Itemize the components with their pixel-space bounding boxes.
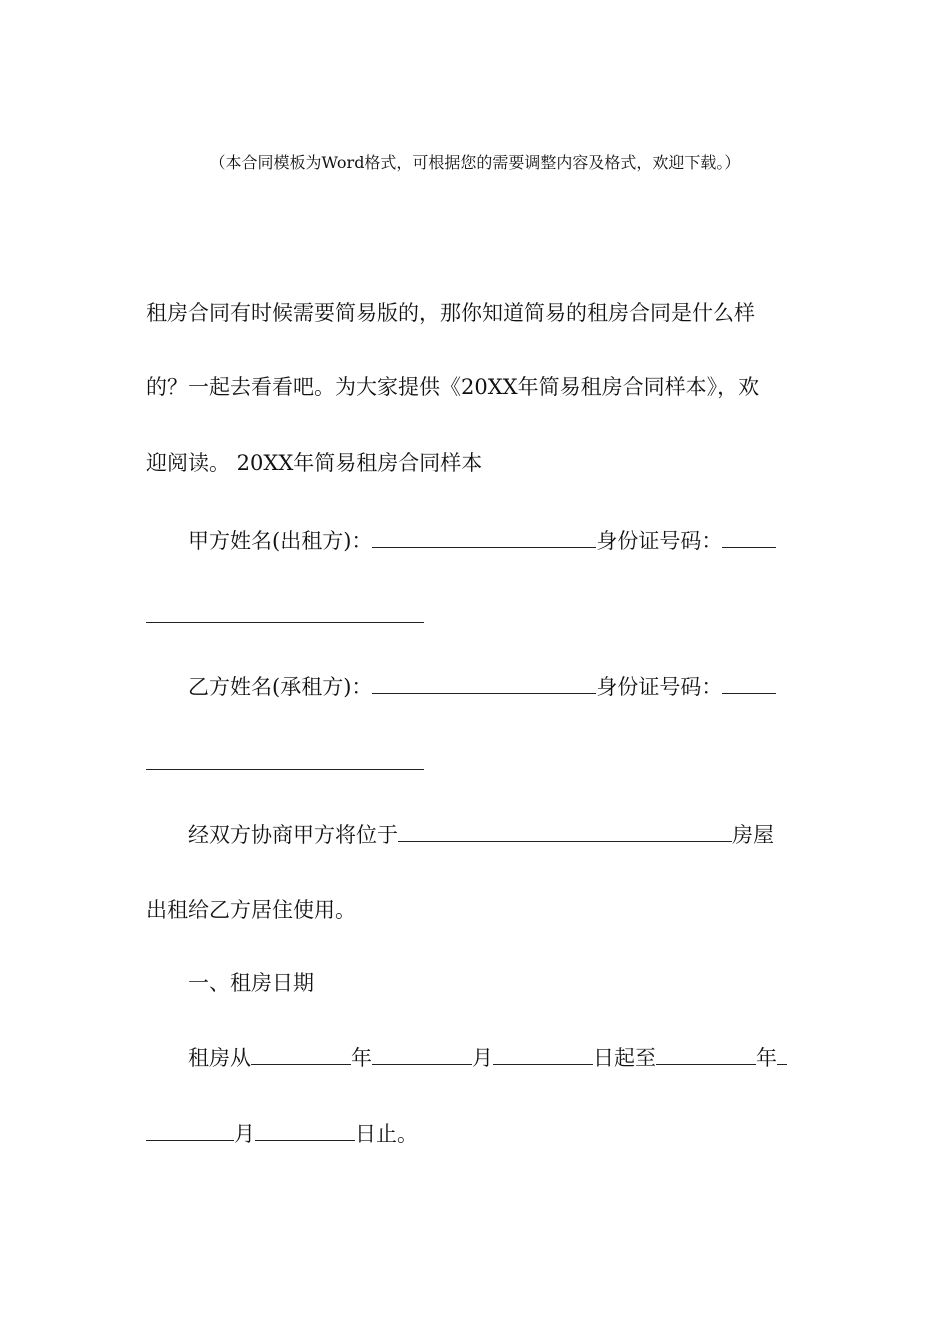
intro-paragraph-line-2: 的？一起去看看吧。为大家提供《20XX年简易租房合同样本》，欢 — [146, 375, 760, 399]
party-b-name-blank — [372, 673, 596, 694]
party-a-id-label: 身份证号码： — [596, 529, 723, 553]
end-year-blank — [656, 1044, 756, 1065]
party-b-label: 乙方姓名(承租方)： — [188, 675, 373, 699]
start-day-label: 日起至 — [593, 1046, 656, 1070]
start-month-label: 月 — [472, 1046, 493, 1070]
intro-paragraph-line-1: 租房合同有时候需要简易版的，那你知道简易的租房合同是什么样 — [146, 301, 755, 325]
party-b-line — [188, 673, 848, 701]
end-month-label: 月 — [234, 1122, 255, 1146]
party-b-id-blank-continued — [146, 769, 424, 770]
rental-period-line-2 — [146, 1120, 806, 1148]
template-note: （本合同模板为Word格式，可根据您的需要调整内容及格式，欢迎下载。） — [209, 153, 741, 172]
party-a-line — [188, 527, 848, 555]
rental-period-line — [188, 1044, 848, 1072]
location-line — [188, 821, 848, 849]
location-prefix: 经双方协商甲方将位于 — [188, 823, 398, 847]
party-b-id-blank — [722, 673, 776, 694]
party-a-label: 甲方姓名(出租方)： — [188, 529, 373, 553]
end-day-label: 日止。 — [355, 1122, 418, 1146]
start-year-label: 年 — [351, 1046, 372, 1070]
end-month-blank — [146, 1120, 234, 1141]
section-1-heading: 一、租房日期 — [188, 971, 314, 995]
start-year-blank — [251, 1044, 351, 1065]
party-a-name-blank — [372, 527, 596, 548]
party-a-id-blank — [722, 527, 776, 548]
period-from-label: 租房从 — [188, 1046, 251, 1070]
intro-paragraph-line-3: 迎阅读。 20XX年简易租房合同样本 — [146, 451, 483, 475]
end-month-blank-start — [777, 1044, 787, 1065]
end-year-label: 年 — [756, 1046, 777, 1070]
start-day-blank — [493, 1044, 593, 1065]
party-a-id-blank-continued — [146, 622, 424, 623]
location-line-2: 出租给乙方居住使用。 — [146, 898, 356, 922]
start-month-blank — [372, 1044, 472, 1065]
end-day-blank — [255, 1120, 355, 1141]
location-suffix: 房屋 — [732, 823, 774, 847]
party-b-id-label: 身份证号码： — [596, 675, 723, 699]
location-blank — [398, 821, 732, 842]
